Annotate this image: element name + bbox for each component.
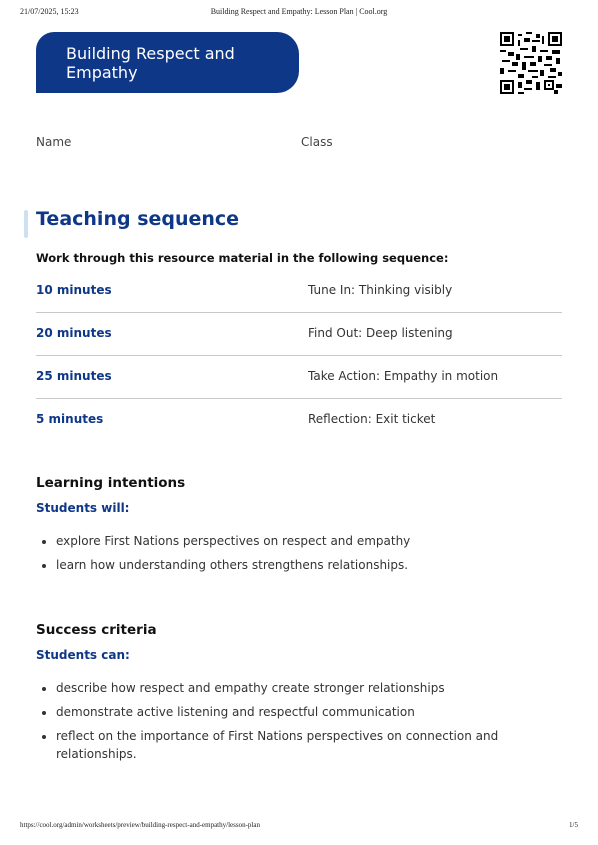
qr-code-icon xyxy=(500,32,562,94)
teaching-sequence-intro: Work through this resource material in the following sequence: xyxy=(36,251,449,265)
sequence-activity: Take Action: Empathy in motion xyxy=(308,369,499,383)
page-number: 1/5 xyxy=(569,821,578,829)
sequence-row xyxy=(36,270,562,313)
title-banner xyxy=(36,32,299,93)
learning-intentions-list xyxy=(36,532,546,580)
print-title: Building Respect and Empathy: Lesson Plan | Cool.org xyxy=(210,7,388,16)
list-item: • learn how understanding others strengthens relationships. xyxy=(56,556,546,574)
sequence-table xyxy=(36,270,562,441)
print-footer xyxy=(20,821,578,833)
sequence-time: 20 minutes xyxy=(36,326,112,340)
sequence-time: 25 minutes xyxy=(36,369,112,383)
list-item: • reflect on the importance of First Nations perspectives on connection and relationships. xyxy=(56,727,546,763)
learning-intentions-subtitle: Students will: xyxy=(36,501,130,515)
footer-url: https://cool.org/admin/worksheets/preview/building-respect-and-empathy/lesson-plan xyxy=(20,821,260,829)
sequence-time: 5 minutes xyxy=(36,412,104,426)
list-item: • explore First Nations perspectives on respect and empathy xyxy=(56,532,546,550)
sequence-row xyxy=(36,313,562,356)
sequence-activity: Reflection: Exit ticket xyxy=(308,412,436,426)
sequence-activity: Tune In: Thinking visibly xyxy=(308,283,453,297)
success-criteria-title: Success criteria xyxy=(36,622,157,638)
success-criteria-subtitle: Students can: xyxy=(36,648,130,662)
success-criteria-list xyxy=(36,679,546,769)
sequence-row xyxy=(36,399,562,441)
learning-intentions-title: Learning intentions xyxy=(36,475,186,491)
sequence-activity: Find Out: Deep listening xyxy=(308,326,453,340)
class-label: Class xyxy=(301,135,333,149)
title-line-1: Building Respect and xyxy=(66,44,235,63)
section-accent-bar xyxy=(24,210,28,238)
sequence-row xyxy=(36,356,562,399)
list-item: • describe how respect and empathy create stronger relationships xyxy=(56,679,546,697)
teaching-sequence-title: Teaching sequence xyxy=(36,208,240,230)
sequence-time: 10 minutes xyxy=(36,283,112,297)
list-item: • demonstrate active listening and respectful communication xyxy=(56,703,546,721)
print-date: 21/07/2025, 15:23 xyxy=(20,7,79,16)
title-line-2: Empathy xyxy=(66,63,138,82)
name-label: Name xyxy=(36,135,72,149)
print-header xyxy=(20,7,578,19)
